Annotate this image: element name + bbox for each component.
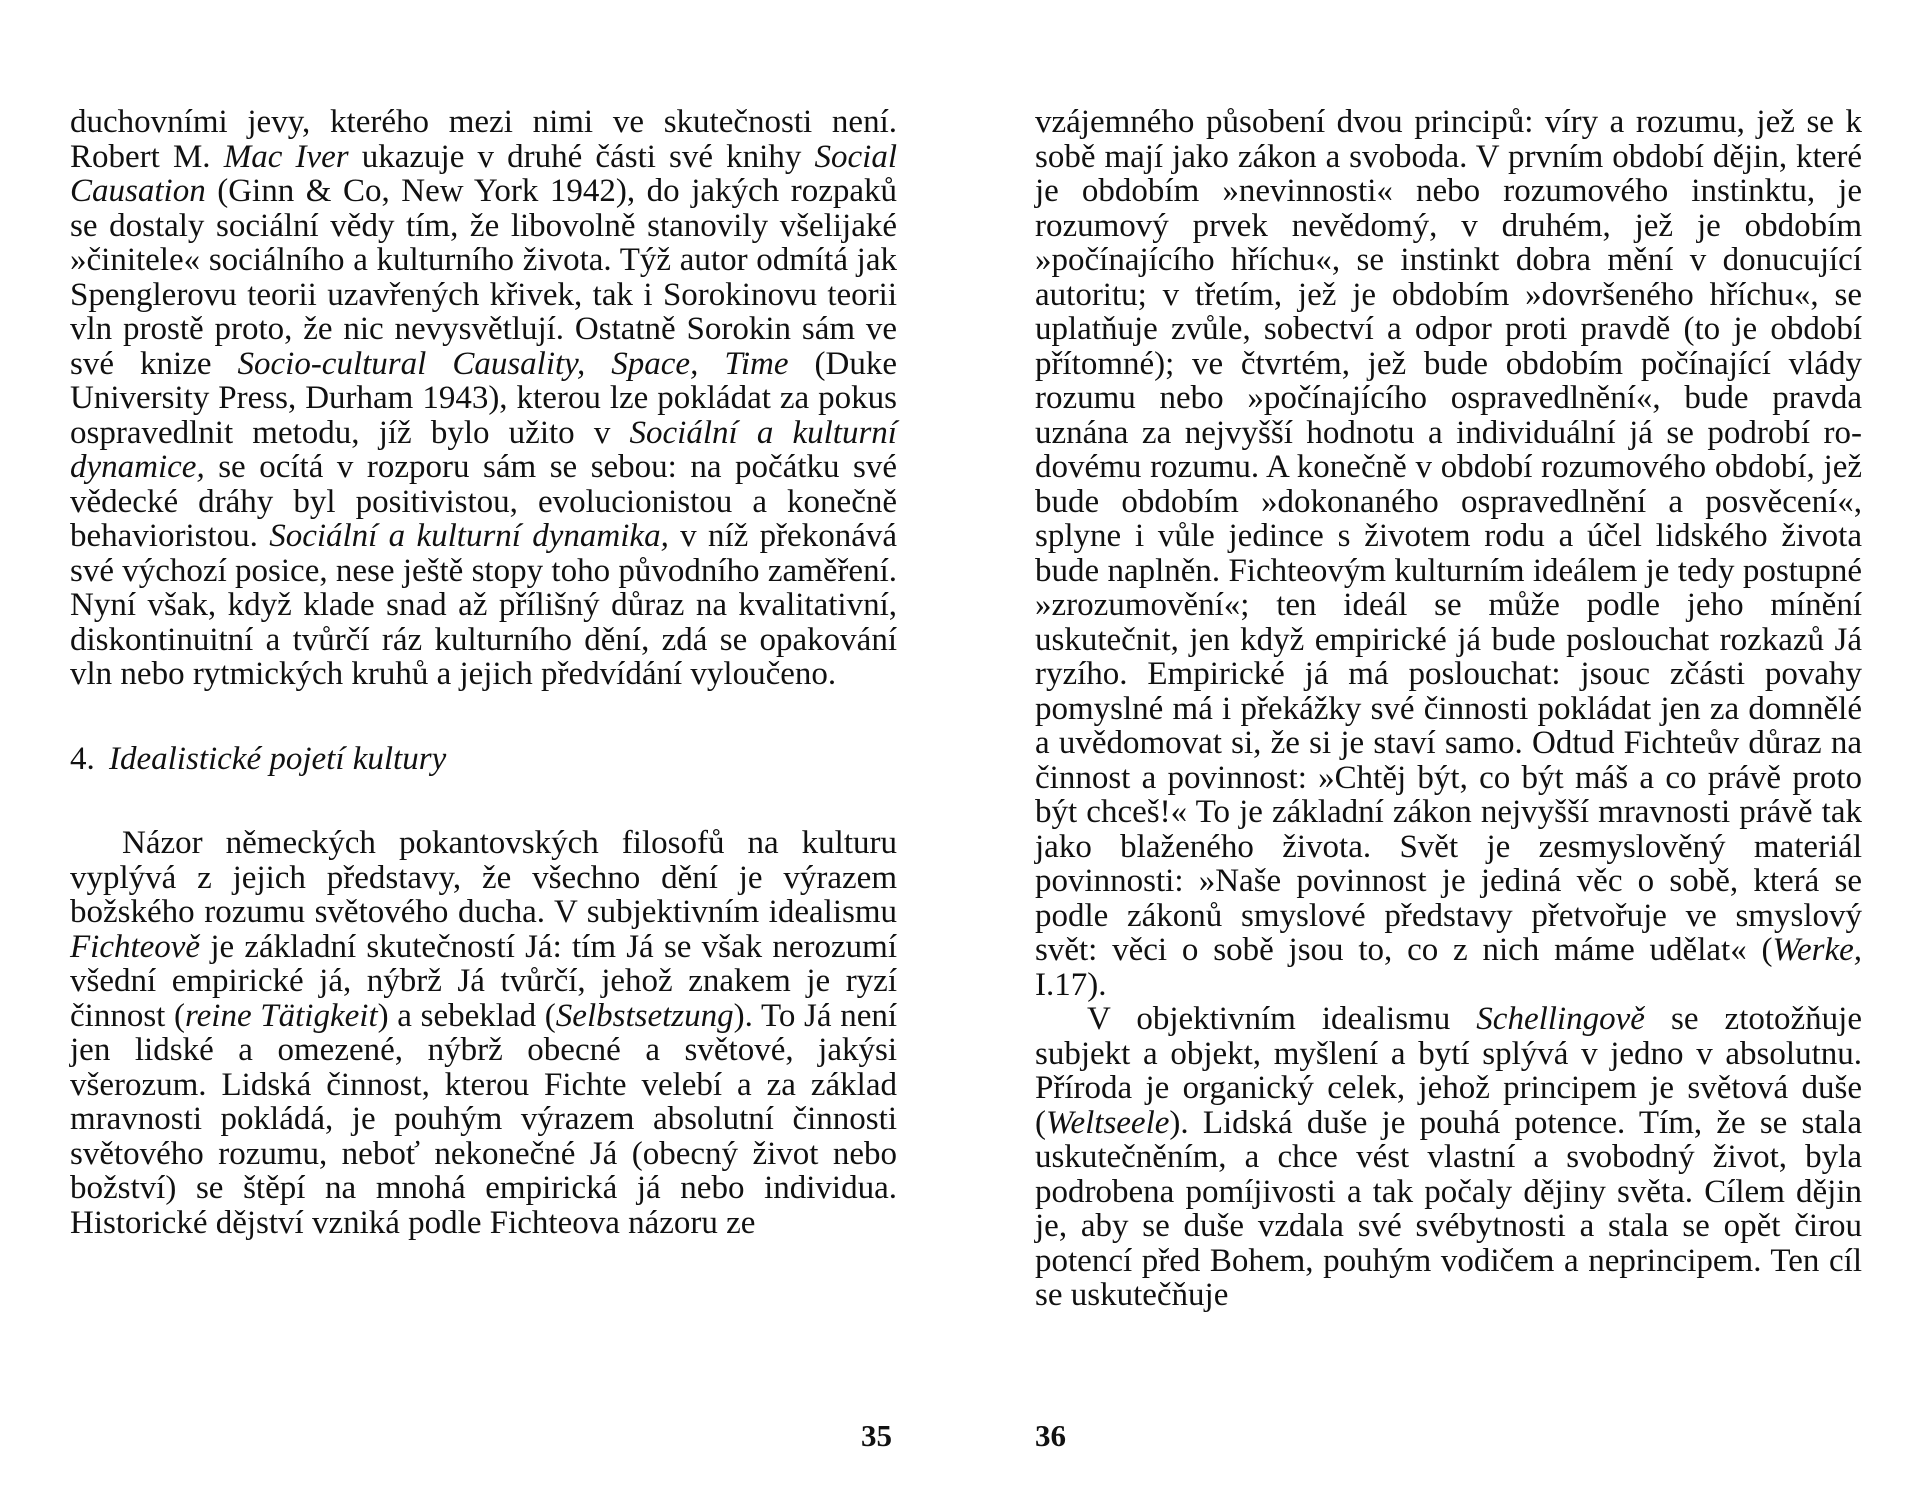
text-run: (Ginn & Co, New York 1942), do jakých rozpaků se dostaly sociální vědy tím, že libovolně stanovily všelijaké »činitele« sociálního a kulturního života. Týž autor odmítá jak Spenglerovu teorii uzavřených křivek, tak i Sorokinovu teorii vln prostě proto, že nic nevysvětlují. Ostatně Sorokin sám ve své knize: [70, 173, 897, 382]
text-run: duchovními jevy, kterého mezi nimi ve skutečnosti není. Robert M.: [70, 104, 897, 175]
section-number: 4.: [70, 740, 95, 777]
left-page: [70, 105, 897, 1240]
italic-book-title: Sociální a kulturní dynamice,: [70, 414, 897, 485]
italic-name: Schellingově: [1476, 1001, 1645, 1037]
italic-term: Selbstsetzung: [555, 997, 734, 1034]
text-run: ) a sebeklad (: [377, 997, 556, 1034]
text-run: (Duke University Press, Durham 1943), kterou lze pokládat za pokus ospravedlnit metodu, jíž bylo užito v: [70, 345, 898, 451]
italic-book-title: Sociální a kulturní dynamika,: [269, 518, 669, 554]
italic-reference: Werke,: [1772, 932, 1862, 968]
right-page: [1035, 105, 1862, 1313]
text-run: vzájemného působení dvou principů: víry a rozumu, jež se k sobě mají jako zákon a svoboda. V prvním období dějin, které je obdobím »nevinnosti« nebo rozumového instinktu, je rozumový prvek nevědomý, v druhém, jež je obdobím »počínajícího hříchu«, se instinkt dobra mění v donucující autoritu; v třetím, jež je obdobím »dovršeného hříchu«, se uplatňuje zvůle, sobectví a odpor proti pravdě (to je období přítomné); ve čtvrtém, jež bude obdobím počínající vlády rozumu nebo »počínajícího ospravedlnění«, bude pravda uznána za nejvyšší hodnotu a individuální já se podrobí rodovému rozumu. A konečně v období rozumového období, jež bude obdobím »dokonaného ospravedlnění a posvěcení«, splyne i vůle jedince s životem rodu a účel lidského života bude naplněn. Fichteovým kulturním ideálem je tedy postupné »zrozumovění«; ten ideál se může podle jeho mínění uskutečnit, jen když empirické já bude poslouchat rozkazů Já ryzího. Empirické já má poslouchat: jsouc zčásti povahy pomyslné má i překážky své činnosti pokládat jen za domnělé a uvědomovat si, že si je staví samo. Odtud Fichteův důraz na činnost a povinnost: »Chtěj být, co být máš a co právě proto být chceš!« To je základní zákon nejvyšší mravnosti právě tak jako blaženého života. Svět je zesmyslověný materiál povinnosti: »Naše povinnost je jediná věc o sobě, která se podle zákonů smyslové představy přetvořuje ve smyslový svět: věci o sobě jsou to, co z nich máme udělat« (: [1035, 104, 1862, 968]
text-run: v níž překonává své výchozí posice, nese ještě stopy toho původního zaměření. Nyní však, když klade snad až přílišný důraz na kvalitativní, diskontinuitní a tvůrčí ráz kulturního dění, zdá se opakování vln nebo rytmických kruhů a jejich předvídání vyloučeno.: [70, 518, 897, 692]
italic-author-name: Mac Iver: [223, 138, 349, 175]
text-run: ). Lidská duše je pouhá potence. Tím, že se stala uskutečněním, a chce vést vlastní a svobodný život, byla podrobena pomíjivosti a tak počaly dějiny světa. Cílem dějin je, aby se duše vzdala své svébytnosti a stala se opět čirou potencí před Bohem, pouhým vodičem a neprincipem. Ten cíl se uskutečňuje: [1035, 1104, 1862, 1313]
italic-term: reine Tätigkeit: [185, 997, 378, 1034]
italic-term: Weltseele: [1046, 1104, 1170, 1141]
section-heading: [70, 742, 897, 777]
right-paragraph-schelling: [1035, 1002, 1862, 1313]
left-paragraph-continued: [70, 105, 897, 692]
text-run: ukazuje v druhé části své knihy: [348, 138, 815, 175]
italic-book-title: Social Causation: [70, 138, 897, 209]
section-title: Idealistické pojetí kultury: [109, 740, 447, 777]
page-number-right: 36: [1035, 1418, 1066, 1453]
text-run: V objektivním idealismu: [1087, 1001, 1477, 1037]
right-paragraph-continued: [1035, 105, 1862, 1002]
text-run: se ocítá v rozporu sám se sebou: na počátku své vědecké dráhy byl positivistou, evolucionistou a konečně behavioristou.: [70, 449, 897, 554]
text-run: Názor německých pokantovských filosofů na kulturu vyplývá z jejich představy, že všechno dění je výrazem božského rozumu světového ducha. V subjektivním idealismu: [70, 825, 897, 930]
text-run: I.17).: [1035, 966, 1107, 1003]
text-run: je základní skutečností Já: tím Já se však nerozumí všední empirické já, nýbrž Já tvůrčí, jehož znakem je ryzí činnost (: [70, 928, 897, 1034]
left-paragraph-idealism: [70, 826, 897, 1240]
italic-name: Fichteově: [70, 928, 201, 965]
italic-book-title: Socio-cultural Causality, Space, Time: [237, 345, 789, 382]
page-number-left: 35: [861, 1418, 892, 1453]
text-run: se ztotožňuje subjekt a objekt, myšlení a bytí splývá v jedno v absolutnu. Příroda je organický celek, jehož principem je světová duše (: [1035, 1001, 1862, 1141]
text-run: ). To Já není jen lidské a omezené, nýbrž obecné a světové, jakýsi všerozum. Lidská činnost, kterou Fichte velebí a za základ mravnosti pokládá, je pouhým výrazem absolutní činnosti světového rozumu, neboť nekonečné Já (obecný život nebo božství) se štěpí na mnohá empirická já nebo individua. Historické dějství vzniká podle Fichteova názoru ze: [70, 997, 898, 1241]
